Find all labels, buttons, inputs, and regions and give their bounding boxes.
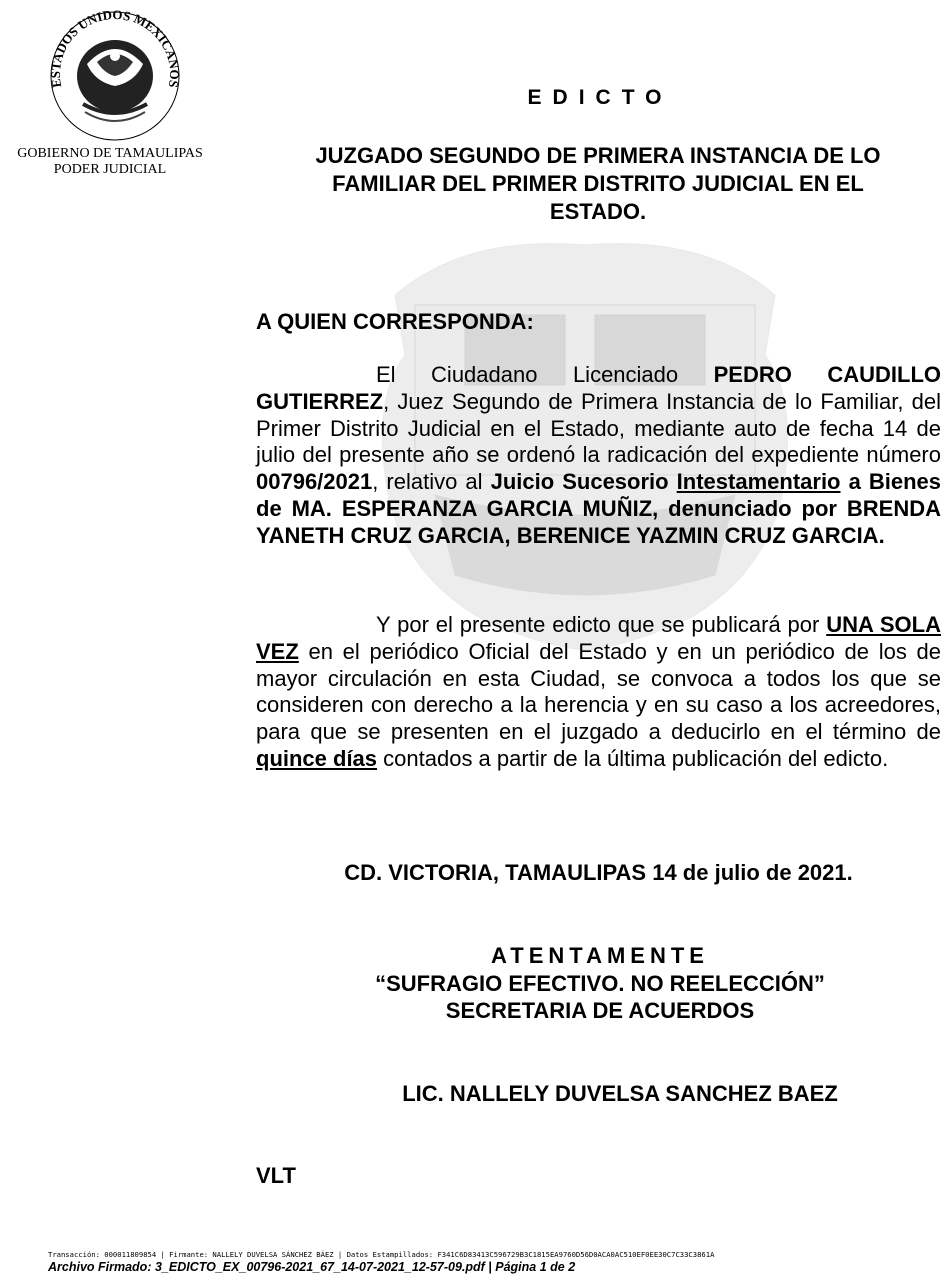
- paragraph-2: [256, 612, 941, 773]
- p2-text-1: Y por el presente edicto que se publicará por: [376, 612, 827, 637]
- org-line-2: PODER JUDICIAL: [53, 162, 167, 177]
- recipient-heading: A QUIEN CORRESPONDA:: [256, 309, 534, 334]
- transaction-footer: Transacción: 000011809854 | Firmante: NALLELY DUVELSA SÁNCHEZ BÁEZ | Datos Estampillados: F341C6D83413C596729B3C1815EA9760D56D0ACA0AC510EF0EE30C7C33C3861A: [48, 1250, 715, 1259]
- court-line-1: JUZGADO SEGUNDO DE PRIMERA INSTANCIA DE LO: [315, 143, 881, 168]
- svg-text:ESTADOS UNIDOS MEXICANOS: ESTADOS UNIDOS MEXICANOS: [47, 6, 183, 89]
- p1-underline-1: Intestamentario: [676, 469, 841, 495]
- paragraph-1: [256, 362, 941, 550]
- p1-bold-1: Juicio Sucesorio: [490, 469, 677, 495]
- p2-underline-2: quince días: [256, 745, 378, 771]
- court-line-2: FAMILIAR DEL PRIMER DISTRITO JUDICIAL EN EL: [332, 171, 864, 196]
- signer-role: SECRETARIA DE ACUERDOS: [445, 998, 755, 1023]
- place-date: CD. VICTORIA, TAMAULIPAS 14 de julio de 2021.: [344, 860, 853, 885]
- court-name: [268, 142, 928, 226]
- org-line-1: GOBIERNO DE TAMAULIPAS: [17, 146, 203, 161]
- file-footer: Archivo Firmado: 3_EDICTO_EX_00796-2021_67_14-07-2021_12-57-09.pdf | Página 1 de 2: [48, 1260, 576, 1274]
- judge-name: PEDRO CAUDILLO GUTIERREZ: [256, 362, 941, 414]
- national-seal-icon: [35, 4, 195, 144]
- closing-slogan: “SUFRAGIO EFECTIVO. NO REELECCIÓN”: [375, 971, 825, 996]
- p2-underline-1: UNA SOLA VEZ: [256, 612, 941, 664]
- p2-text-3: contados a partir de la última publicación del edicto.: [377, 745, 889, 771]
- organization-name: [0, 146, 220, 178]
- signer-name: LIC. NALLELY DUVELSA SANCHEZ BAEZ: [402, 1081, 838, 1106]
- p2-text-2: en el periódico Oficial del Estado y en un periódico de los de mayor circulación en esta Ciudad, se convoca a todos los que se consideren con derecho a la herencia y en su caso a los acreedores, para que se presenten en el juzgado a deducirlo en el término de: [256, 638, 941, 745]
- closing-atentamente: ATENTAMENTE: [491, 943, 709, 968]
- p1-bold-2: a Bienes de MA. ESPERANZA GARCIA MUÑIZ, denunciado por BRENDA YANETH CRUZ GARCIA, BERENICE YAZMIN CRUZ GARCIA.: [256, 469, 942, 548]
- case-number: 00796/2021: [256, 469, 373, 495]
- document-title: EDICTO: [527, 86, 673, 109]
- p1-text-2: , Juez Segundo de Primera Instancia de lo Familiar, del Primer Distrito Judicial en el Estado, mediante auto de fecha 14 de julio del presente año se ordenó la radicación del expediente número: [256, 388, 941, 468]
- p1-text-1: El Ciudadano Licenciado: [376, 362, 714, 387]
- initials: VLT: [256, 1163, 296, 1188]
- p1-text-3: , relativo al: [372, 469, 491, 495]
- court-line-3: ESTADO.: [549, 199, 647, 224]
